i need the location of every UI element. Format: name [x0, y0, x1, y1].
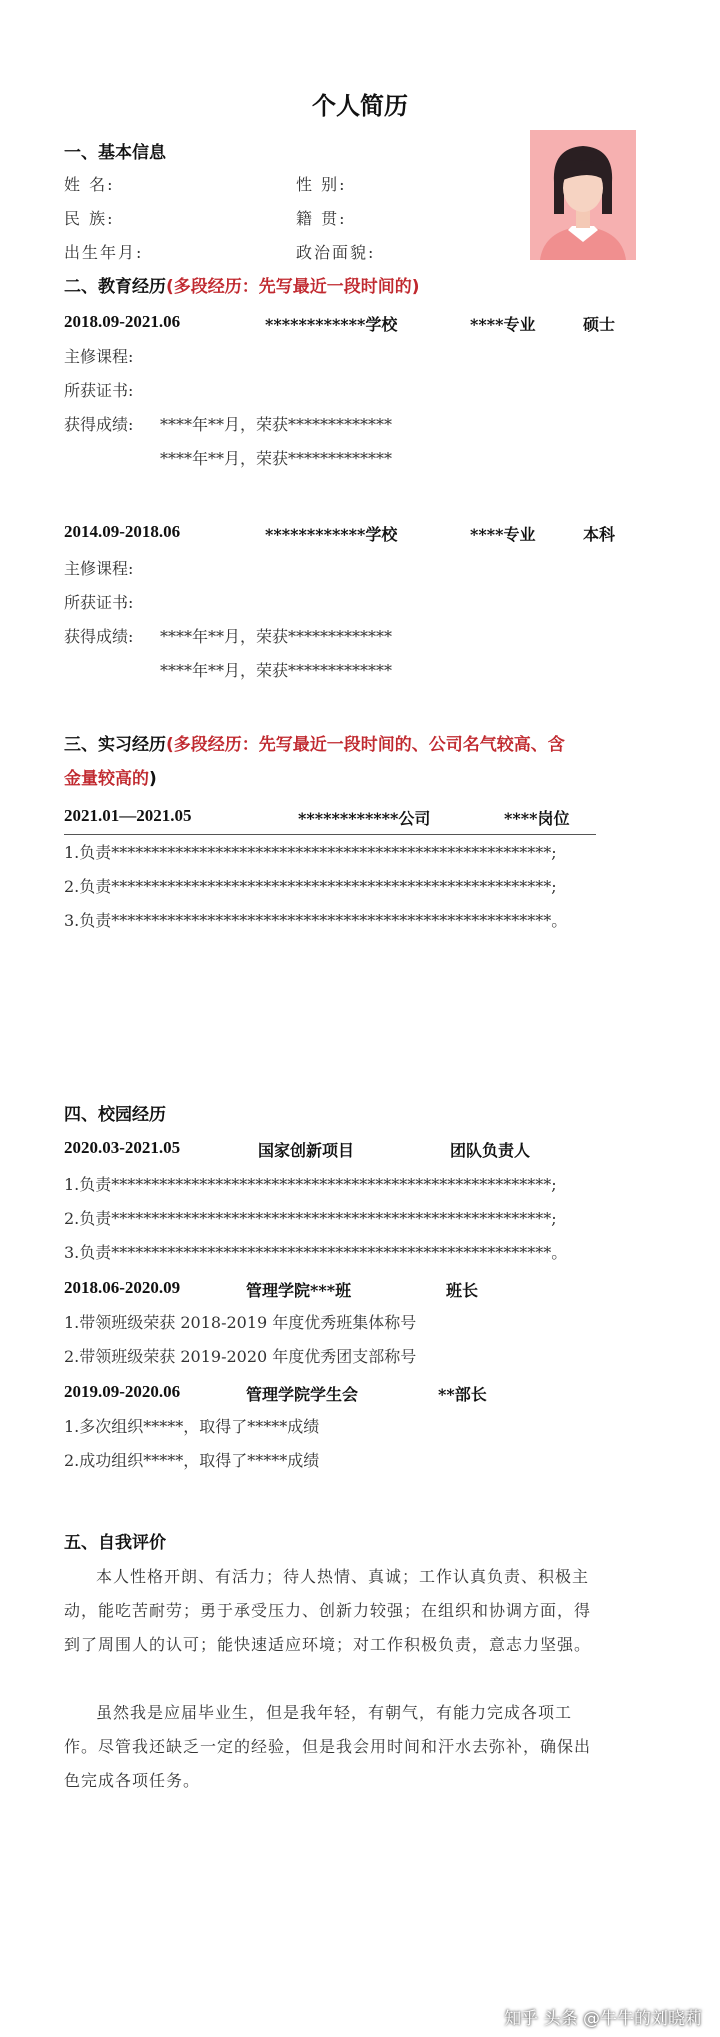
- section-self-heading: 五、自我评价: [64, 1533, 166, 1553]
- campus1-date: 2020.03-2021.05: [64, 1138, 181, 1157]
- section-internship-note-1: (多段经历：先写最近一段时间的、公司名气较高、含: [166, 735, 565, 755]
- edu1-awards-label: 获得成绩:: [64, 415, 134, 434]
- campus3-name: 管理学院学生会: [246, 1385, 359, 1404]
- intern-duty-2: 2.负责*******************************************************;: [64, 877, 557, 896]
- edu1-major: ****专业: [470, 315, 536, 334]
- name-label: 姓 名:: [64, 175, 115, 194]
- origin-label: 籍 贯:: [296, 209, 347, 228]
- edu2-award-1: ****年**月，荣获*************: [160, 627, 393, 646]
- edu2-certs: 所获证书:: [64, 593, 134, 612]
- section-internship-title: 三、实习经历: [64, 735, 166, 755]
- edu2-school: ************学校: [265, 525, 398, 544]
- section-education-note: (多段经历：先写最近一段时间的): [166, 277, 420, 297]
- edu2-date: 2014.09-2018.06: [64, 522, 181, 541]
- intern-date: 2021.01—2021.05: [64, 806, 192, 825]
- campus3-role: **部长: [438, 1385, 487, 1404]
- self-paragraph-2: 虽然我是应届毕业生，但是我年轻，有朝气，有能力完成各项工作。尽管我还缺乏一定的经验，但是我会用时间和汗水去弥补，确保出色完成各项任务。: [64, 1703, 592, 1790]
- section-internship-heading-cont: [64, 764, 157, 789]
- edu2-awards-label: 获得成绩:: [64, 627, 134, 646]
- campus3-date: 2019.09-2020.06: [64, 1382, 181, 1401]
- ethnicity-label: 民 族:: [64, 209, 115, 228]
- politics-label: 政治面貌:: [296, 243, 376, 262]
- edu1-school: ************学校: [265, 315, 398, 334]
- campus2-role: 班长: [446, 1281, 479, 1300]
- intern-duty-3: 3.负责*******************************************************。: [64, 911, 568, 930]
- campus2-date: 2018.06-2020.09: [64, 1278, 181, 1297]
- self-paragraph-1: 本人性格开朗、有活力；待人热情、真诚；工作认真负责、积极主动，能吃苦耐劳；勇于承受压力、创新力较强；在组织和协调方面，得到了周围人的认可；能快速适应环境；对工作积极负责，意志力坚强。: [64, 1567, 592, 1654]
- campus3-item-1: 1.多次组织*****，取得了*****成绩: [64, 1417, 320, 1436]
- campus1-role: 团队负责人: [450, 1141, 531, 1160]
- watermark: 知乎 头条 @牛牛的刘晓莉: [504, 2009, 702, 2029]
- section-internship-heading: [64, 730, 565, 755]
- birth-label: 出生年月:: [64, 243, 144, 262]
- edu1-degree: 硕士: [583, 315, 616, 334]
- section-campus-heading: 四、校园经历: [64, 1105, 166, 1125]
- edu1-award-1: ****年**月，荣获*************: [160, 415, 393, 434]
- edu2-courses: 主修课程:: [64, 559, 134, 578]
- resume-title: 个人简历: [312, 92, 408, 120]
- campus2-name: 管理学院***班: [246, 1281, 352, 1300]
- campus1-duty-1: 1.负责*******************************************************;: [64, 1175, 557, 1194]
- campus2-item-1: 1.带领班级荣获 2018-2019 年度优秀班集体称号: [64, 1313, 417, 1332]
- campus1-name: 国家创新项目: [258, 1141, 355, 1160]
- edu1-courses: 主修课程:: [64, 347, 134, 366]
- section-internship-note-2: 金量较高的: [64, 769, 149, 789]
- edu1-certs: 所获证书:: [64, 381, 134, 400]
- campus2-item-2: 2.带领班级荣获 2019-2020 年度优秀团支部称号: [64, 1347, 417, 1366]
- section-basic-heading: 一、基本信息: [64, 143, 166, 163]
- edu1-date: 2018.09-2021.06: [64, 312, 181, 331]
- campus1-duty-3: 3.负责*******************************************************。: [64, 1243, 568, 1262]
- section-internship-note-close: ): [149, 769, 157, 789]
- intern-position: ****岗位: [504, 809, 570, 828]
- edu1-award-2: ****年**月，荣获*************: [160, 449, 393, 468]
- edu2-degree: 本科: [583, 525, 616, 544]
- intern-company: ************公司: [298, 809, 431, 828]
- gender-label: 性 别:: [296, 175, 347, 194]
- edu2-major: ****专业: [470, 525, 536, 544]
- intern-divider: [64, 834, 596, 835]
- campus1-duty-2: 2.负责*******************************************************;: [64, 1209, 557, 1228]
- section-education-heading: [64, 272, 420, 297]
- avatar-photo: [530, 130, 636, 260]
- section-education-title: 二、教育经历: [64, 277, 166, 297]
- intern-duty-1: 1.负责*******************************************************;: [64, 843, 557, 862]
- campus3-item-2: 2.成功组织*****，取得了*****成绩: [64, 1451, 320, 1470]
- edu2-award-2: ****年**月，荣获*************: [160, 661, 393, 680]
